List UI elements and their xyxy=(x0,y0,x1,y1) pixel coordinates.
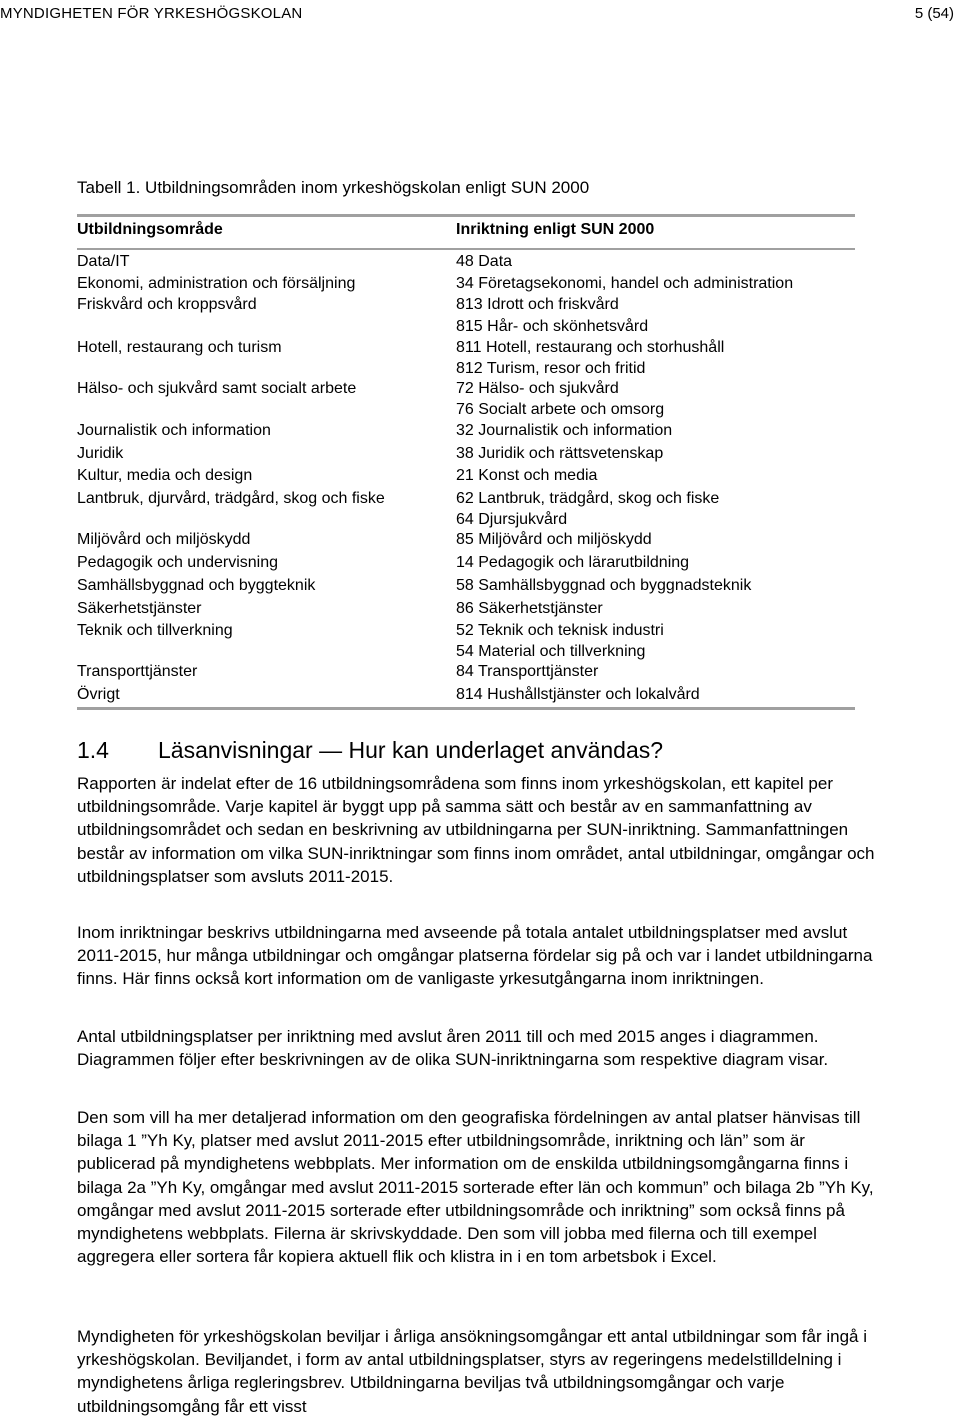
table-cell-direction: 84 Transporttjänster xyxy=(456,663,599,680)
table-cell-direction: 34 Företagsekonomi, handel och administration xyxy=(456,275,794,292)
table-cell-area: Juridik xyxy=(77,445,124,462)
table-cell-area: Övrigt xyxy=(77,686,120,703)
table-cell-direction: 32 Journalistik och information xyxy=(456,422,673,439)
table-cell-direction: 811 Hotell, restaurang och storhushåll xyxy=(456,339,725,356)
table-cell-direction: 86 Säkerhetstjänster xyxy=(456,600,603,617)
page-number: 5 (54) xyxy=(914,5,954,22)
table-cell-direction: 52 Teknik och teknisk industri xyxy=(456,622,664,639)
table-caption: Tabell 1. Utbildningsområden inom yrkeshögskolan enligt SUN 2000 xyxy=(77,178,590,197)
table-cell-area: Teknik och tillverkning xyxy=(77,622,233,639)
table-cell-area: Lantbruk, djurvård, trädgård, skog och fiske xyxy=(77,490,385,507)
table-cell-direction: 85 Miljövård och miljöskydd xyxy=(456,531,652,548)
table-cell-direction: 21 Konst och media xyxy=(456,467,598,484)
table-cell-direction: 54 Material och tillverkning xyxy=(456,643,646,660)
table-header-rule xyxy=(77,248,855,250)
section-number: 1.4 xyxy=(77,737,109,763)
table-cell-direction: 72 Hälso- och sjukvård xyxy=(456,380,619,397)
table-cell-area: Ekonomi, administration och försäljning xyxy=(77,275,356,292)
table-top-rule xyxy=(77,214,855,217)
table-cell-area: Journalistik och information xyxy=(77,422,271,439)
table-cell-area: Kultur, media och design xyxy=(77,467,253,484)
table-cell-direction: 48 Data xyxy=(456,253,513,270)
body-paragraph: Rapporten är indelat efter de 16 utbildningsområdena som finns inom yrkeshögskolan, ett kapitel per utbildningsområde. Varje kapitel är byggt upp på samma sätt och består av en sammanfattning av utbildningsområdet och sedan en beskrivning av utbildningarna per SUN-inriktning. Sammanfattningen består av information om vilka SUN-inriktningar som finns inom området, antal utbildningar, omgångar och utbildningsplatser som avsluts 2011-2015. xyxy=(77,774,875,886)
section-title: Läsanvisningar — Hur kan underlaget användas? xyxy=(158,737,664,763)
table-cell-area: Data/IT xyxy=(77,253,130,270)
table-cell-direction: 14 Pedagogik och lärarutbildning xyxy=(456,554,690,571)
table-cell-direction: 815 Hår- och skönhetsvård xyxy=(456,318,649,335)
running-header-org: MYNDIGHETEN FÖR YRKESHÖGSKOLAN xyxy=(0,5,303,22)
table-cell-direction: 64 Djursjukvård xyxy=(456,511,568,528)
table-cell-area: Transporttjänster xyxy=(77,663,198,680)
table-cell-direction: 62 Lantbruk, trädgård, skog och fiske xyxy=(456,490,720,507)
table-cell-area: Hotell, restaurang och turism xyxy=(77,339,282,356)
column-header-direction: Inriktning enligt SUN 2000 xyxy=(456,221,655,238)
body-paragraph: Den som vill ha mer detaljerad information om den geografiska fördelningen av antal platser hänvisas till bilaga 1 ”Yh Ky, platser med avslut 2011-2015 efter utbildningsområde, inriktning och län” som är publicerad på myndighetens webbplats. Mer information om de enskilda utbildningsomgångarna finns i bilaga 2a ”Yh Ky, omgångar med avslut 2011-2015 sorterade efter län och kommun” och bilaga 2b ”Yh Ky, omgångar med avslut 2011-2015 sorterade efter utbildningsområde och inriktning” som också finns på myndighetens webbplats. Filerna är skrivskyddade. Den som vill jobba med filerna och till exempel aggregera eller sortera får kopiera aktuell flik och klistra in i en tom arbetsbok i Excel. xyxy=(77,1108,874,1267)
body-paragraph: Antal utbildningsplatser per inriktning med avslut åren 2011 till och med 2015 anges i diagrammen. Diagrammen följer efter beskrivningen av de olika SUN-inriktningarna som respektive diagram visar. xyxy=(77,1027,829,1070)
body-paragraph: Myndigheten för yrkeshögskolan beviljar i årliga ansökningsomgångar ett antal utbildningar som får ingå i yrkeshögskolan. Beviljandet, i form av antal utbildningsplatser, styrs av regeringens medelstilldelning i myndighetens årliga regleringsbrev. Utbildningarna beviljas två utbildningsomgångar och varje utbildningsomgång får ett visst xyxy=(77,1327,868,1416)
table-cell-direction: 38 Juridik och rättsvetenskap xyxy=(456,445,664,462)
table-cell-direction: 812 Turism, resor och fritid xyxy=(456,360,646,377)
table-cell-direction: 813 Idrott och friskvård xyxy=(456,296,619,313)
section-heading xyxy=(77,737,663,764)
table-cell-area: Hälso- och sjukvård samt socialt arbete xyxy=(77,380,357,397)
table-cell-area: Miljövård och miljöskydd xyxy=(77,531,251,548)
table-cell-area: Pedagogik och undervisning xyxy=(77,554,279,571)
table-cell-area: Samhällsbyggnad och byggteknik xyxy=(77,577,316,594)
body-paragraph: Inom inriktningar beskrivs utbildningarna med avseende på totala antalet utbildningsplatser med avslut 2011-2015, hur många utbildningar och omgångar platserna fördelar sig på och var i landet utbildningarna finns. Här finns också kort information om de vanligaste yrkesutgångarna inom inriktningen. xyxy=(77,923,873,989)
table-cell-direction: 814 Hushållstjänster och lokalvård xyxy=(456,686,700,703)
table-cell-area: Friskvård och kroppsvård xyxy=(77,296,257,313)
column-header-area: Utbildningsområde xyxy=(77,221,223,238)
table-cell-area: Säkerhetstjänster xyxy=(77,600,202,617)
table-cell-direction: 76 Socialt arbete och omsorg xyxy=(456,401,665,418)
table-cell-direction: 58 Samhällsbyggnad och byggnadsteknik xyxy=(456,577,752,594)
table-bottom-rule xyxy=(77,707,855,710)
